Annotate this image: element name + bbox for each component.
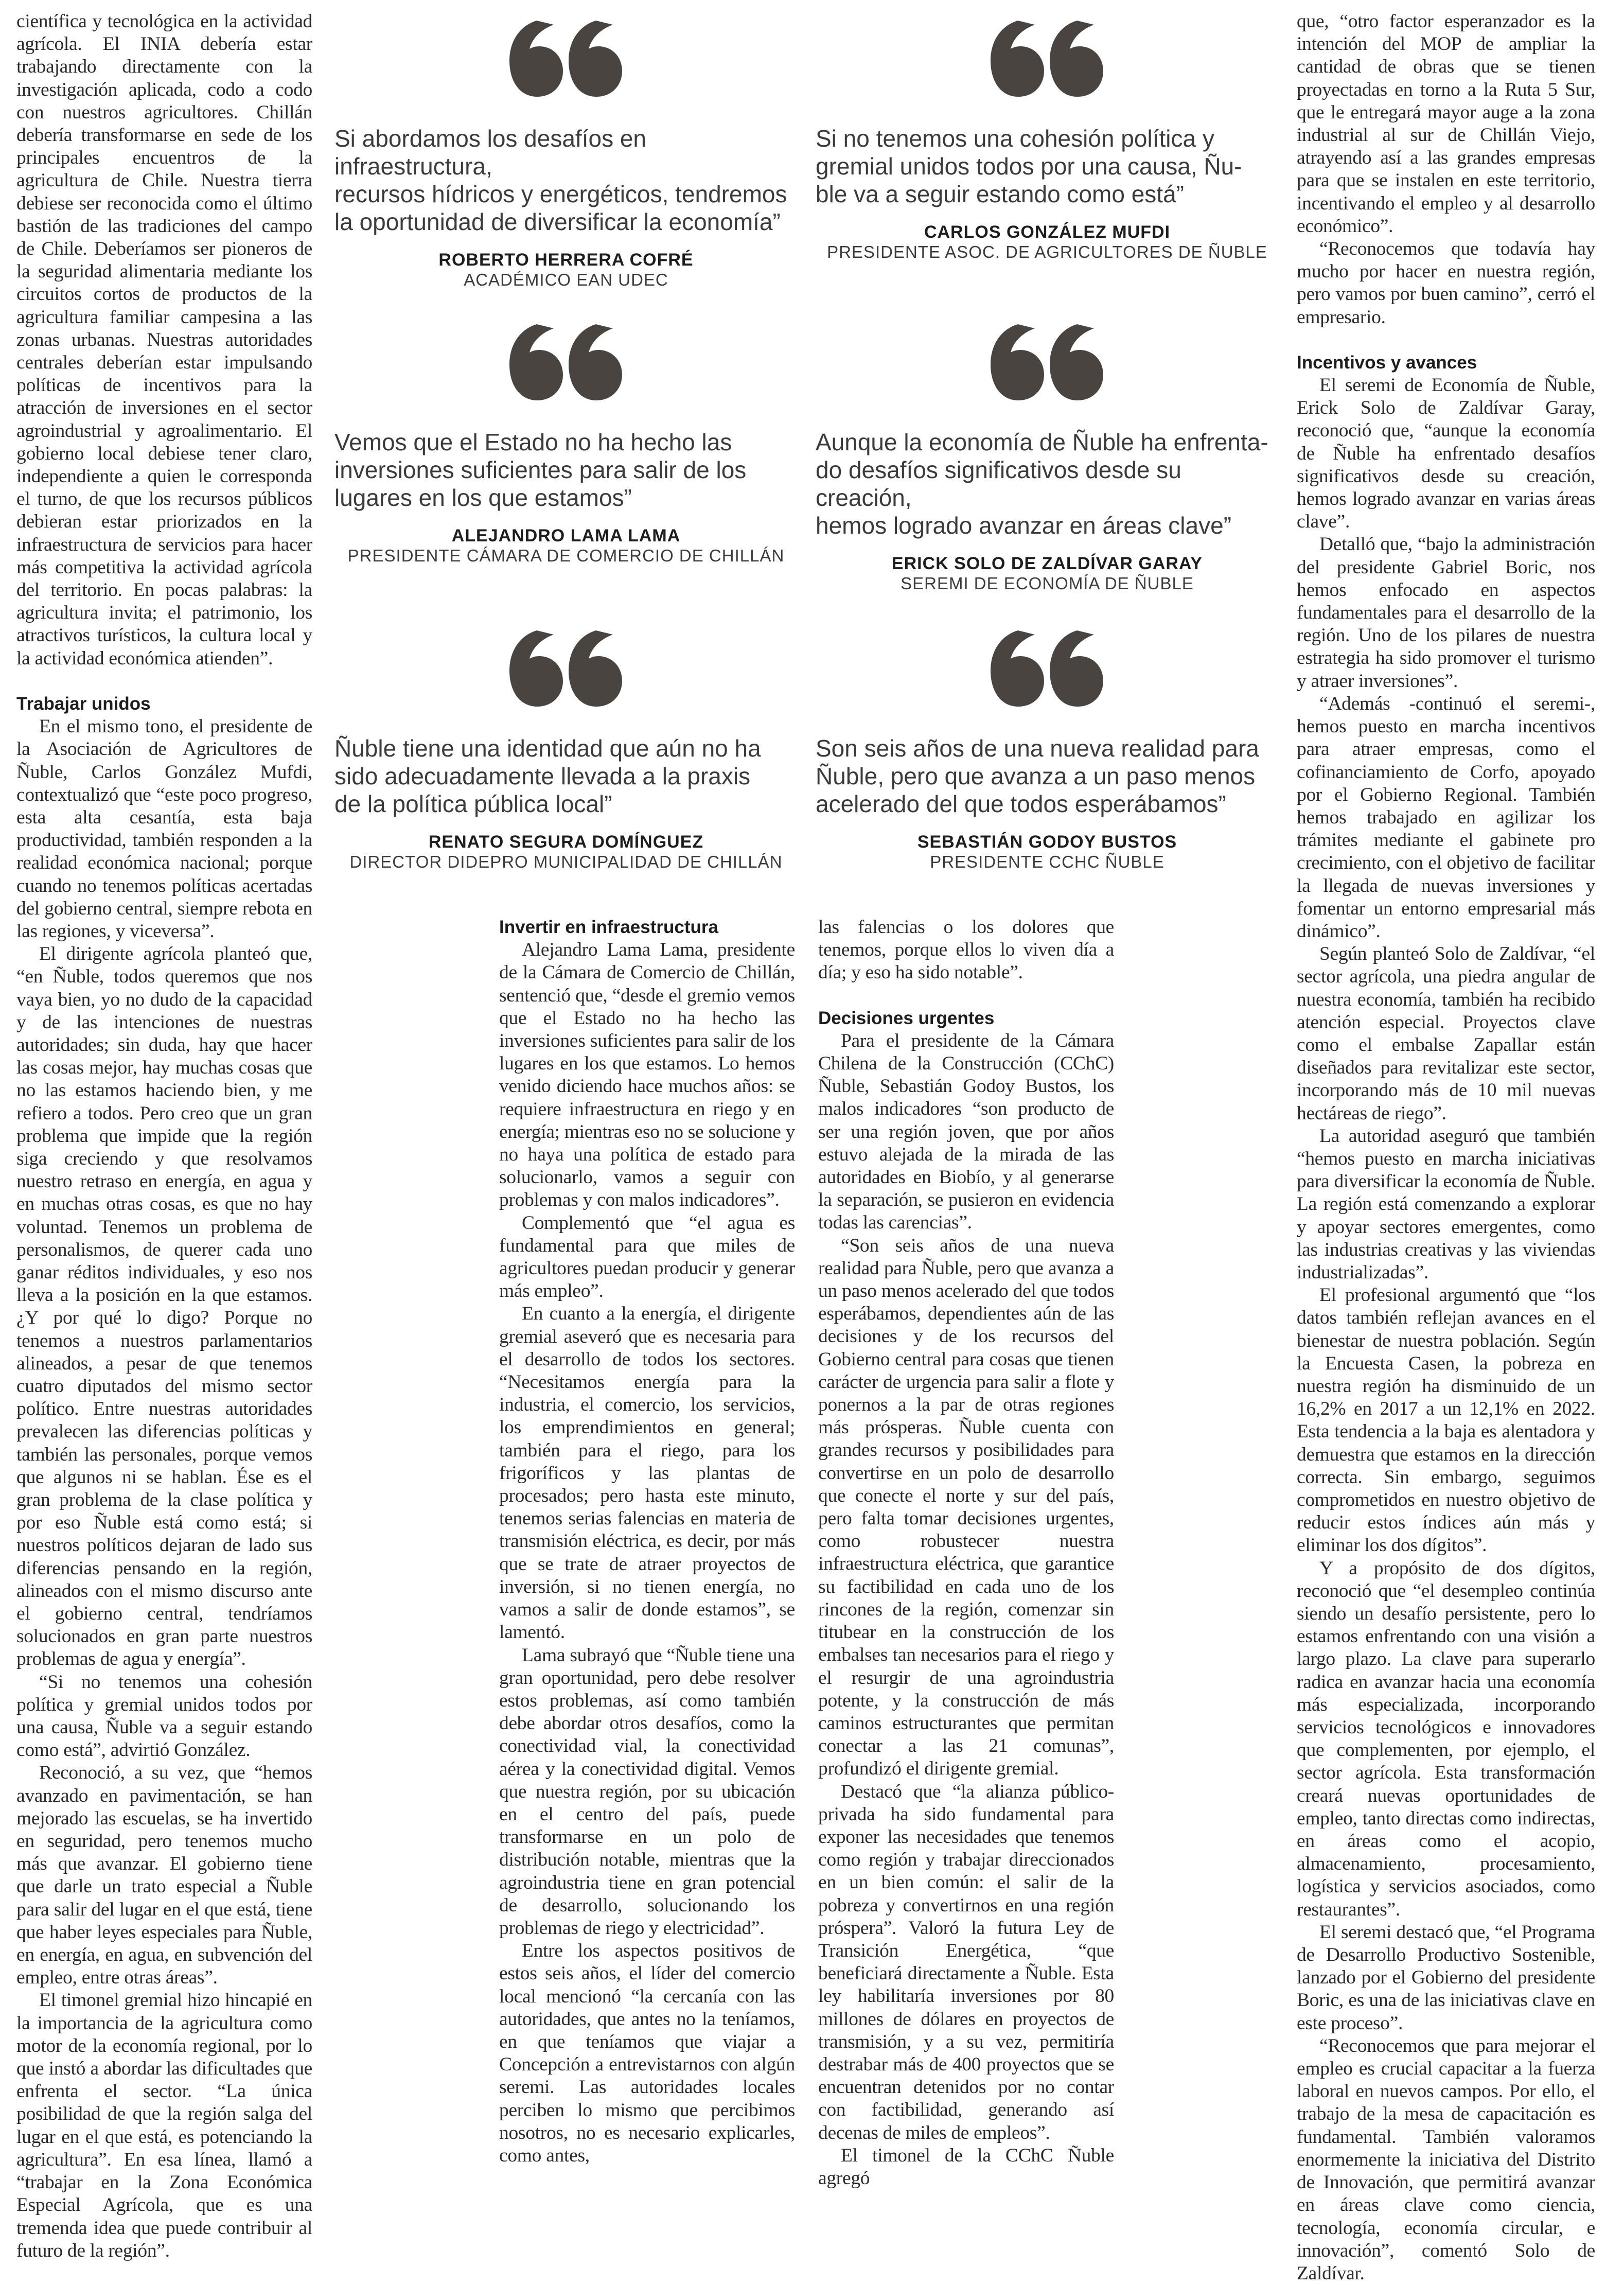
quote-author-role: ACADÉMICO EAN UDEC [464, 270, 668, 289]
article-column-3 [818, 916, 1114, 2189]
paragraph: “Reconocemos que todavía hay mucho por hacer en nuestra región, pero vamos por buen camino”, cerró el empresario. [1297, 238, 1595, 328]
paragraph: El dirigente agrícola planteó que, “en Ñuble, todos queremos que nos vaya bien, yo no dudo de la capacidad y de las intenciones de nuestras autoridades; sin duda, hay que hacer las cosas mejor, hay muchas cosas que no las estamos haciendo bien, y me refiero a todos. Pero creo que un gran problema que impide que la región siga creciendo y que resolvamos nuestro retraso en energía, en agua y en muchas otras cosas, es que no hay voluntad. Tenemos un problema de personalismos, de querer cada uno ganar réditos individuales, y eso nos lleva a la posición en la que estamos. ¿Y por qué lo digo? Porque no tenemos a nuestros parlamentarios alineados, a pesar de que tenemos cuatro diputados del mismo sector político. Entre nuestras autoridades prevalecen las diferencias políticas y también las personales, porque vemos que algunos ni se hablan. Ése es el gran problema de la clase política y por eso Ñuble está como está; si nuestros políticos dejaran de lado sus diferencias pensando en la región, alineados con el mismo discurso ante el gobierno central, tendríamos solucionados en gran parte nuestros problemas de agua y energía”. [16, 943, 312, 1670]
quote-text: Si no tenemos una cohesión política y gremial unidos todos por una causa, Ñu- ble va a seguir estando como está” [816, 125, 1242, 207]
paragraph: “Son seis años de una nueva realidad para Ñuble, pero que avanza a un paso menos acelerado del que todos esperábamos, dependientes aún de las decisiones y de los recursos del Gobierno central para cosas que tienen carácter de urgencia para salir a flote y ponernos a la par de otras regiones más prósperas. Ñuble cuenta con grandes recursos y posibilidades para convertirse en un polo de desarrollo que conecte el norte y sur del país, pero falta tomar decisiones urgentes, como robustecer nuestra infraestructura eléctrica, que garantice su factibilidad en cada uno de los rincones de la región, comenzar sin titubear en la construcción de los embalses tan necesarios para el riego y el resurgir de una agroindustria potente, y la construcción de más caminos estructurantes que permitan conectar a las 21 comunas”, profundizó el dirigente gremial. [818, 1235, 1114, 1780]
quote-author-role: PRESIDENTE CCHC ÑUBLE [930, 852, 1164, 871]
quote-author: ERICK SOLO DE ZALDÍVAR GARAY [891, 554, 1203, 573]
pull-quote-2 [816, 21, 1279, 262]
paragraph: Alejandro Lama Lama, presidente de la Cámara de Comercio de Chillán, sentenció que, “desde el gremio vemos que el Estado no ha hecho las inversiones suficientes para salir de los lugares en los que estamos. Lo hemos venido diciendo hace muchos años: se requiere infraestructura en riego y en energía; mientras eso no se solucione y no haya una política de estado para solucionarlo, vamos a seguir con problemas y con malos indicadores”. [499, 939, 795, 1211]
quote-author: RENATO SEGURA DOMÍNGUEZ [428, 832, 704, 852]
quote-mark-icon [507, 21, 625, 98]
article-column-4 [1297, 10, 1595, 2284]
quote-author: ALEJANDRO LAMA LAMA [451, 526, 681, 546]
paragraph: Reconoció, a su vez, que “hemos avanzado en pavimentación, se han mejorado las escuelas, se ha invertido en seguridad, pero tenemos mucho más que avanzar. El gobierno tiene que darle un trato especial a Ñuble para salir del lugar en el que está, tiene que haber leyes especiales para Ñuble, en energía, en agua, en subvención del empleo, entre otras áreas”. [16, 1762, 312, 1989]
paragraph: Según planteó Solo de Zaldívar, “el sector agrícola, una piedra angular de nuestra economía, también ha recibido atención especial. Proyectos clave como el embalse Zapallar están diseñados para revitalizar este sector, incorporando más de 10 mil nuevas hectáreas de riego”. [1297, 943, 1595, 1124]
pull-quote-5 [334, 630, 798, 872]
quote-author: ROBERTO HERRERA COFRÉ [438, 250, 694, 270]
paragraph: Destacó que “la alianza público-privada ha sido fundamental para exponer las necesidades que tenemos como región y trabajar direccionados en un bien común: el salir de la pobreza y convertirnos en una región próspera”. Valoró la futura Ley de Transición Energética, “que beneficiará directamente a Ñuble. Esta ley habilitaría inversiones por 80 millones de dólares en proyectos de transmisión, y a su vez, permitiría destrabar más de 400 proyectos que se encuentran detenidos por no contar con factibilidad, generando así decenas de miles de empleos”. [818, 1781, 1114, 2143]
paragraph: Detalló que, “bajo la administración del presidente Gabriel Boric, nos hemos enfocado en aspectos fundamentales para el desarrollo de la región. Uno de los pilares de nuestra estrategia ha sido promover el turismo y atraer inversiones”. [1297, 534, 1595, 692]
paragraph: La autoridad aseguró que también “hemos puesto en marcha iniciativas para diversificar la economía de Ñuble. La región está comenzando a explorar y apoyar sectores emergentes, como las industrias creativas y las viviendas industrializadas”. [1297, 1125, 1595, 1283]
article-column-2 [499, 916, 795, 2166]
subheading-invertir-en-infraestructura: Invertir en infraestructura [499, 917, 718, 937]
quote-text: Vemos que el Estado no ha hecho las inversiones suficientes para salir de los lugares en los que estamos” [334, 429, 747, 511]
paragraph: El profesional argumentó que “los datos también reflejan avances en el bienestar de nuestra población. Según la Encuesta Casen, la pobreza en nuestra región ha disminuido de un 16,2% en 2017 a un 12,1% en 2022. Esta tendencia a la baja es alentadora y demuestra que estamos en la dirección correcta. Sin embargo, seguimos comprometidos en nuestro objetivo de reducir estos índices aún más y eliminar los dos dígitos”. [1297, 1285, 1595, 1556]
quote-mark-icon [507, 630, 625, 708]
pull-quote-6 [816, 630, 1279, 872]
subheading-decisiones-urgentes: Decisiones urgentes [818, 1008, 995, 1028]
paragraph: “Si no tenemos una cohesión política y gremial unidos todos por una causa, Ñuble va a seguir estando como está”, advirtió González. [16, 1671, 312, 1761]
pull-quote-3 [334, 324, 798, 566]
article-column-1 [16, 10, 312, 2261]
quote-text: Son seis años de una nueva realidad para Ñuble, pero que avanza a un paso menos acelerado del que todos esperábamos” [816, 735, 1259, 817]
quote-mark-icon [988, 21, 1106, 98]
paragraph: Lama subrayó que “Ñuble tiene una gran oportunidad, pero debe resolver estos problemas, así como también debe abordar otros desafíos, como la conectividad vial, la conectividad aérea y la conectividad digital. Vemos que nuestra región, por su ubicación en el centro del país, puede transformarse en un polo de distribución notable, mientras que la agroindustria tiene en gran potencial de desarrollo, solucionando los problemas de riego y electricidad”. [499, 1644, 795, 1939]
paragraph: las falencias o los dolores que tenemos, porque ellos lo viven día a día; y eso ha sido notable”. [818, 917, 1114, 983]
quote-author-role: SEREMI DE ECONOMÍA DE ÑUBLE [901, 574, 1194, 593]
paragraph: “Reconocemos que para mejorar el empleo es crucial capacitar a la fuerza laboral en nuevos campos. Por ello, el trabajo de la mesa de capacitación es fundamental. También valoramos enormemente la iniciativa del Distrito de Innovación, que permitirá avanzar en áreas clave como ciencia, tecnología, economía circular, e innovación”, comentó Solo de Zaldívar. [1297, 2035, 1595, 2284]
quote-text: Si abordamos los desafíos en infraestructura, recursos hídricos y energéticos, tendremos la oportunidad de diversificar la economía” [334, 125, 787, 235]
quote-mark-icon [988, 324, 1106, 401]
quote-mark-icon [507, 324, 625, 401]
paragraph: El timonel gremial hizo hincapié en la importancia de la agricultura como motor de la economía regional, por lo que instó a abordar las dificultades que enfrenta el sector. “La única posibilidad de que la región salga del lugar en el que está, es potenciando la agricultura”. En esa línea, llamó a “trabajar en la Zona Económica Especial Agrícola, que es una tremenda idea que puede contribuir al futuro de la región”. [16, 1990, 312, 2261]
pull-quote-4 [816, 324, 1279, 593]
pull-quote-1 [334, 21, 798, 290]
subheading-trabajar-unidos: Trabajar unidos [16, 693, 151, 714]
quote-author-role: PRESIDENTE CÁMARA DE COMERCIO DE CHILLÁN [347, 546, 785, 565]
subheading-incentivos-y-avances: Incentivos y avances [1297, 352, 1477, 373]
paragraph: “Además -continuó el seremi-, hemos puesto en marcha incentivos para atraer empresas, como el cofinanciamiento de Corfo, apoyado por el Gobierno Regional. También hemos trabajado en agilizar los trámites mediante el gabinete pro crecimiento, con el objetivo de facilitar la llegada de nuevas inversiones y fomentar un entorno empresarial más dinámico”. [1297, 693, 1595, 942]
quote-author-role: DIRECTOR DIDEPRO MUNICIPALIDAD DE CHILLÁN [349, 852, 783, 871]
paragraph: que, “otro factor esperanzador es la intención del MOP de ampliar la cantidad de obras que se tienen proyectadas en torno a la Ruta 5 Sur, que le entregará mayor auge a la zona industrial al sur de Chillán Viejo, atrayendo así a las grandes empresas para que se instalen en este territorio, incentivando el empleo y al desarrollo económico”. [1297, 11, 1595, 237]
paragraph: El timonel de la CChC Ñuble agregó [818, 2145, 1114, 2189]
paragraph: Y a propósito de dos dígitos, reconoció que “el desempleo continúa siendo un desafío persistente, pero lo estamos enfrentando con una visión a largo plazo. La clave para superarlo radica en avanzar hacia una economía más especializada, incorporando servicios tecnológicos e innovadores que complementen, por ejemplo, el sector agrícola. Esta transformación creará nuevas oportunidades de empleo, tanto directas como indirectas, en áreas como el acopio, almacenamiento, procesamiento, logística y servicios asociados, como restaurantes”. [1297, 1557, 1595, 1920]
paragraph: En cuanto a la energía, el dirigente gremial aseveró que es necesaria para el desarrollo de todos los sectores. “Necesitamos energía para la industria, el comercio, los servicios, los emprendimientos en general; también para el riego, para los frigoríficos y las plantas de procesados; pero hasta este minuto, tenemos serias falencias en materia de transmisión eléctrica, es decir, por más que se trate de atraer proyectos de inversión, si no tienen energía, no vamos a salir de donde estamos”, se lamentó. [499, 1303, 795, 1643]
paragraph: En el mismo tono, el presidente de la Asociación de Agricultores de Ñuble, Carlos González Mufdi, contextualizó que “este poco progreso, esta alta cesantía, esta baja productividad, también responden a la realidad económica nacional; porque cuando no tenemos políticas acertadas del gobierno central, siempre rebota en las regiones, y viceversa”. [16, 716, 312, 942]
quote-text: Aunque la economía de Ñuble ha enfrenta- do desafíos significativos desde su creación, hemos logrado avanzar en áreas clave” [816, 429, 1268, 539]
paragraph: científica y tecnológica en la actividad agrícola. El INIA debería estar trabajando directamente con la investigación aplicada, codo a codo con nuestros agricultores. Chillán debería transformarse en sede de los principales encuentros de la agricultura de Chile. Nuestra tierra debiese ser reconocida como el último bastión de las tradiciones del campo de Chile. Deberíamos ser pioneros de la seguridad alimentaria mediante los circuitos cortos de productos de la agricultura familiar campesina a las zonas urbanas. Nuestras autoridades centrales deberían estar impulsando políticas de incentivos para la atracción de inversiones en el sector agroindustrial y agroalimentario. El gobierno local debiese tener claro, independiente a quien le corresponda el turno, de que los recursos públicos debieran estar priorizados en la infraestructura de servicios para hacer más competitiva la actividad agrícola del territorio. En pocas palabras: la agricultura invita; el patrimonio, los atractivos turísticos, la cultura local y la actividad económica atienden”. [16, 11, 312, 669]
paragraph: El seremi de Economía de Ñuble, Erick Solo de Zaldívar Garay, reconoció que, “aunque la economía de Ñuble ha enfrentado desafíos significativos desde su creación, hemos logrado avanzar en varias áreas clave”. [1297, 375, 1595, 533]
quote-author-role: PRESIDENTE ASOC. DE AGRICULTORES DE ÑUBLE [827, 242, 1267, 261]
quote-author: CARLOS GONZÁLEZ MUFDI [924, 222, 1171, 242]
paragraph: Complementó que “el agua es fundamental para que miles de agricultores puedan producir y generar más empleo”. [499, 1212, 795, 1302]
paragraph: Entre los aspectos positivos de estos seis años, el líder del comercio local mencionó “la cercanía con las autoridades, que antes no la teníamos, en que teníamos que viajar a Concepción a entrevistarnos con algún seremi. Las autoridades locales perciben lo mismo que percibimos nosotros, no es necesario explicarles, como antes, [499, 1940, 795, 2166]
quote-text: Ñuble tiene una identidad que aún no ha sido adecuadamente llevada a la praxis de la política pública local” [334, 735, 761, 817]
paragraph: Para el presidente de la Cámara Chilena de la Construcción (CChC) Ñuble, Sebastián Godoy Bustos, los malos indicadores “son producto de ser una región joven, que por años estuvo alejada de la mirada de las autoridades en Biobío, y al generarse la separación, se pusieron en evidencia todas las carencias”. [818, 1030, 1114, 1234]
paragraph: El seremi destacó que, “el Programa de Desarrollo Productivo Sostenible, lanzado por el Gobierno del presidente Boric, es una de las iniciativas clave en este proceso”. [1297, 1921, 1595, 2034]
quote-mark-icon [988, 630, 1106, 708]
quote-author: SEBASTIÁN GODOY BUSTOS [917, 832, 1177, 852]
